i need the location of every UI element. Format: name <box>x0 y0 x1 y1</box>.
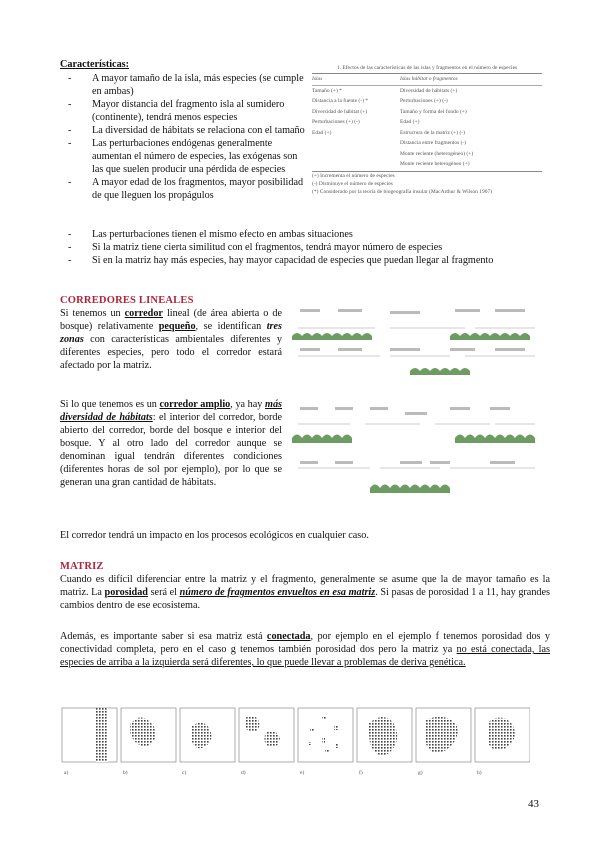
term-porosidad: porosidad <box>104 587 148 598</box>
table-right-cell: Tamaño y forma del fondo (+) <box>400 108 467 115</box>
table-note: (+) Incrementa el número de especies <box>312 172 395 179</box>
corridors-paragraph-2 <box>60 398 282 489</box>
table-note: (-) Disminuye el número de especies <box>312 180 393 187</box>
figure-label: a) <box>64 770 69 776</box>
text: : el interior del corredor, borde abierto del corredor, borde del bosque e interior del bosque. Y al otro lado del corredor aunque se denominan igual tendrán diferentes condiciones (diferentes horas de sol por ejemplo), por lo que se generan una gran cantidad de hábitats. <box>60 412 282 488</box>
table-right-cell: Monte reciente heterogéneo (+) <box>400 161 470 167</box>
figure-label: c) <box>182 770 187 776</box>
text: , ya hay <box>230 399 266 410</box>
text: lineal (de área abierta o de bosque) relativamente <box>60 308 282 332</box>
characteristics-list <box>60 72 310 202</box>
list-item: - Mayor distancia del fragmento isla al sumidero (continente), tendrá menos especies <box>60 98 310 124</box>
text-no-conectada: no está conectada, las especies de arriba a la izquierda será diferentes, lo que puede llevar a problemas de deriva genética. <box>60 644 550 668</box>
page-number: 43 <box>528 798 539 810</box>
table-right-cell: Distancia entre fragmentos (-) <box>400 140 467 146</box>
text: Además, es importante saber si esa matriz está <box>60 631 267 642</box>
figure-label: d) <box>241 770 246 776</box>
table-right-cell: Estructura de la matriz (+) (-) <box>400 129 465 136</box>
text: Cuando es difícil diferenciar entre la matriz y el fragmento, generalmente se asume que la de mayor tamaño es la matriz. La <box>60 574 550 598</box>
table-notes <box>312 171 542 196</box>
text: . Si pasas de porosidad 1 a 11, hay grandes cambios dentro de ese ecosistema. <box>60 587 551 611</box>
list-item: - A mayor tamaño de la isla, más especies (se cumple en ambas) <box>60 72 310 98</box>
characteristics-title: Características: <box>60 59 130 70</box>
table-left-cell: Diversidad de hábitat (+) <box>312 108 368 115</box>
corridors-paragraph-3: El corredor tendrá un impacto en los procesos ecológicos en cualquier caso. <box>60 530 369 541</box>
term-diversidad-habitats: más diversidad de hábitats <box>60 399 283 423</box>
text: , por ejemplo en el ejemplo f tenemos porosidad dos y conectividad completa, pero en el caso g tenemos también porosidad dos pero la matriz ya <box>60 631 550 655</box>
table-left-column <box>312 86 400 170</box>
matrix-paragraph-2 <box>60 630 550 669</box>
term-corredor: corredor <box>124 308 163 319</box>
term-pequeno: pequeño <box>158 321 196 332</box>
figure-label: b) <box>123 770 128 776</box>
figure-label: h) <box>477 770 482 776</box>
list-item: - Las perturbaciones endógenas generalmente aumentan el número de especies, las exógenas son las que suelen producir una pérdida de especies <box>60 137 310 176</box>
table-right-cell: Monte reciente (heterogéneo) (+) <box>400 150 474 157</box>
term-tres-zonas: tres zonas <box>60 321 282 345</box>
corridors-title: CORREDORES LINEALES <box>60 295 194 306</box>
list-item: - Si la matriz tiene cierta similitud con el fragmentos, tendrá mayor número de especies <box>60 241 550 254</box>
table-right-cell: Perturbaciones (+) (-) <box>400 98 448 104</box>
list-item: - A mayor edad de los fragmentos, mayor posibilidad de que lleguen los propágulos <box>60 176 310 202</box>
wide-corridor-figure <box>290 404 542 504</box>
table-left-cell: Edad (+) <box>312 129 332 136</box>
term-corredor-amplio: corredor amplio <box>159 399 231 410</box>
table-right-column <box>400 86 542 170</box>
list-item: - Las perturbaciones tienen el mismo efecto en ambas situaciones <box>60 228 550 241</box>
table-left-cell: Perturbaciones (+) (-) <box>312 119 360 125</box>
text: , se identifican <box>195 321 267 332</box>
text: con características ambientales diferentes y diferentes especies, pero todo el corredor estará afectado por la matriz. <box>60 334 282 371</box>
figure-label: f) <box>359 770 363 776</box>
matrix-porosity-figure <box>60 702 530 780</box>
table-left-cell: Distancia a la fuente (-) * <box>312 98 369 104</box>
table-title: 1. Efectos de las características de las islas y fragmentos en el número de especies <box>312 64 542 74</box>
text: será el <box>147 587 180 598</box>
table-right-cell: Edad (+) <box>400 119 420 125</box>
characteristics-list-full <box>60 228 550 267</box>
table-note: (*) Considerado por la teoría de biogeografía insular (MacArthur & Wilson 1967) <box>312 188 493 195</box>
matrix-paragraph-1 <box>60 573 550 612</box>
table-col1-header: Islas <box>312 76 323 82</box>
list-item: - La diversidad de hábitats se relaciona con el tamaño <box>60 124 310 137</box>
text: Si tenemos un <box>60 308 125 319</box>
narrow-corridor-figure <box>290 306 542 384</box>
list-item: - Si en la matriz hay más especies, hay mayor capacidad de especies que puedan llegar al fragmento <box>60 254 550 267</box>
term-numero-fragmentos: número de fragmentos envueltos en esa matriz <box>179 587 376 598</box>
corridors-paragraph-1 <box>60 307 282 372</box>
table-right-cell: Diversidad de hábitats (+) <box>400 87 458 94</box>
table-left-cell: Tamaño (+) * <box>312 87 342 94</box>
term-conectada: conectada <box>266 631 311 642</box>
figure-label: g) <box>418 770 423 776</box>
table-col2-header: Islas hábitat o fragmentos <box>400 76 458 82</box>
figure-label: e) <box>300 770 305 776</box>
text: Si lo que tenemos es un <box>60 399 160 410</box>
islands-table-figure <box>312 64 542 195</box>
matrix-title: MATRIZ <box>60 561 104 572</box>
